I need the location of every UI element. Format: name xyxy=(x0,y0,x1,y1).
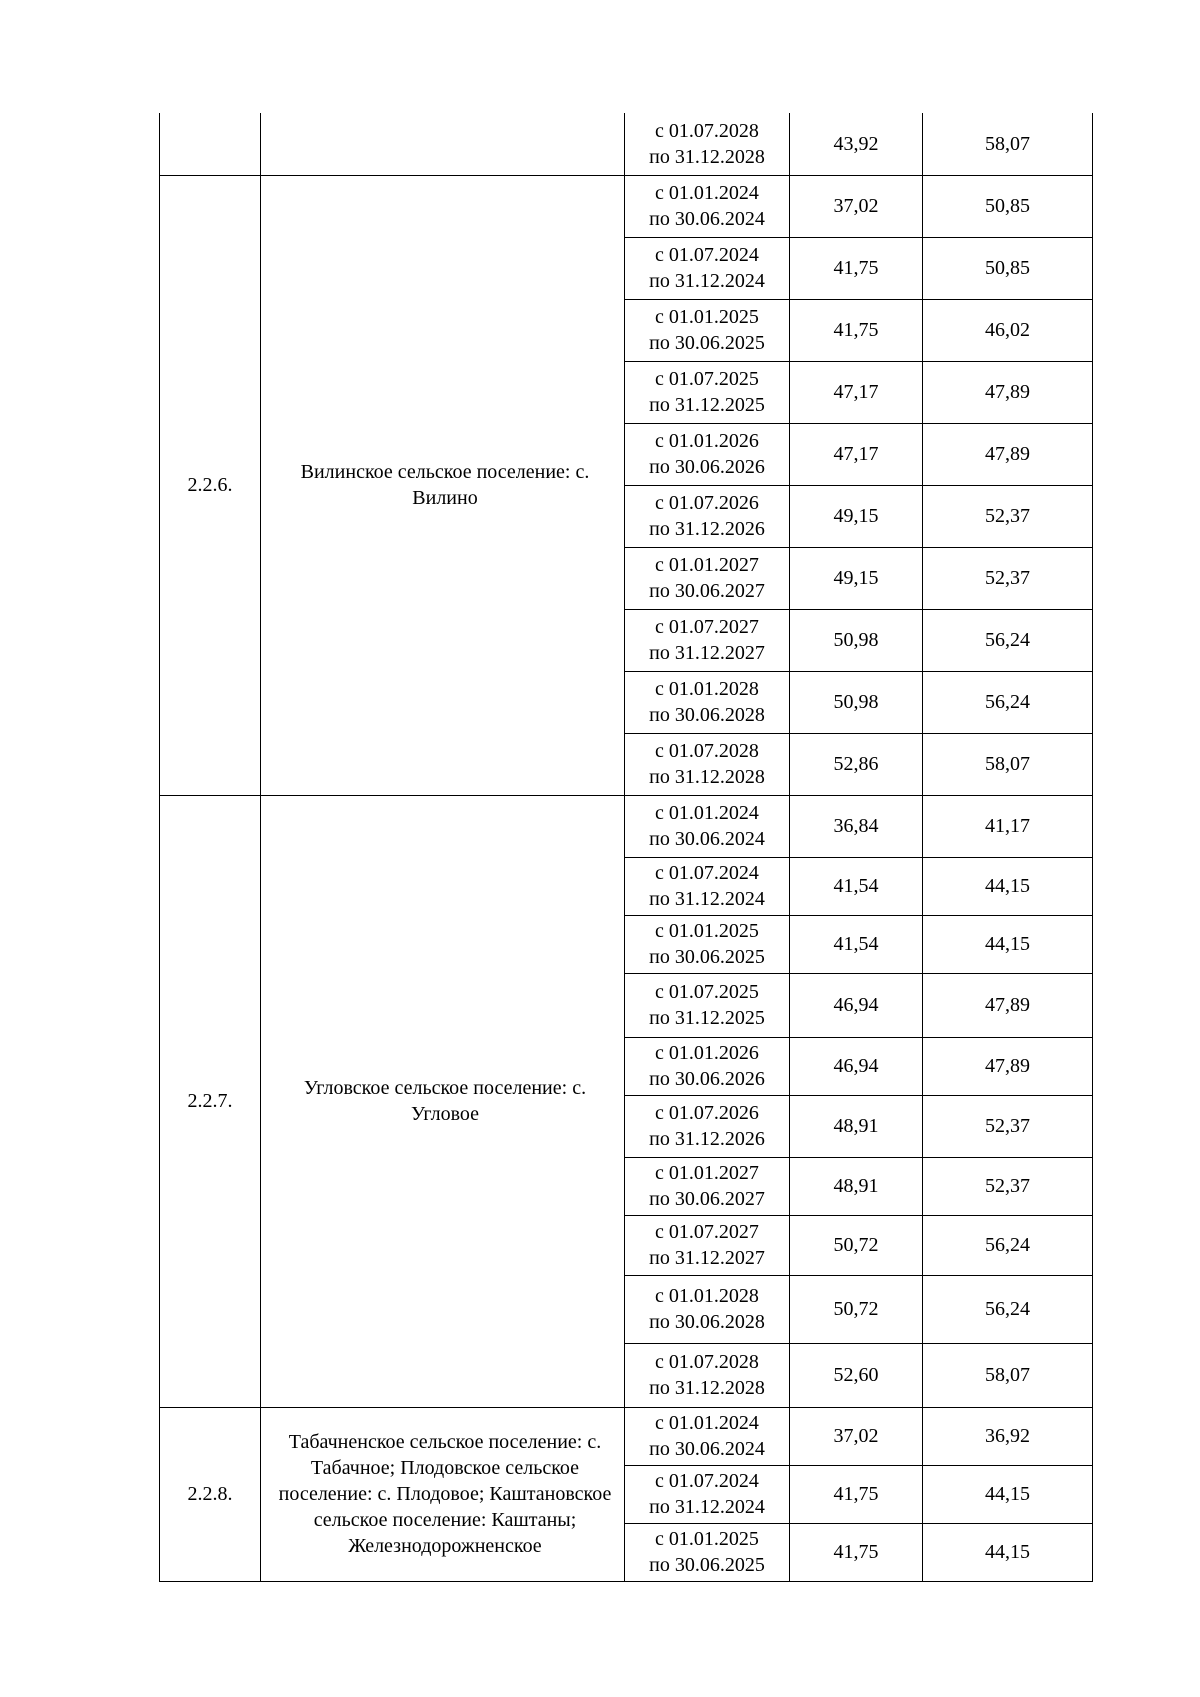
period-end: по 31.12.2028 xyxy=(649,766,765,788)
period-end: по 31.12.2025 xyxy=(649,1007,765,1029)
tariff-value-2: 44,15 xyxy=(923,857,1093,915)
period-start: с 01.07.2028 xyxy=(655,119,759,142)
tariff-value-1: 50,72 xyxy=(790,1215,923,1275)
period-end: по 31.12.2024 xyxy=(649,888,765,910)
period-cell xyxy=(625,1523,790,1581)
period-end: по 30.06.2028 xyxy=(649,1311,765,1333)
tariff-value-2: 44,15 xyxy=(923,915,1093,973)
period-cell xyxy=(625,915,790,973)
period-cell xyxy=(625,609,790,671)
tariff-value-2: 56,24 xyxy=(923,609,1093,671)
tariff-value-1: 36,84 xyxy=(790,795,923,857)
period-cell xyxy=(625,1275,790,1343)
tariff-value-1: 52,86 xyxy=(790,733,923,795)
tariff-value-1: 49,15 xyxy=(790,485,923,547)
tariff-value-1: 43,92 xyxy=(790,113,923,175)
period-end: по 30.06.2028 xyxy=(649,704,765,726)
item-number-cell: 2.2.6. xyxy=(160,175,261,795)
period-start: с 01.01.2024 xyxy=(655,802,759,824)
tariff-value-2: 52,37 xyxy=(923,485,1093,547)
period-end: по 30.06.2024 xyxy=(649,1438,765,1460)
period-end: по 30.06.2024 xyxy=(649,208,765,230)
tariff-value-2: 52,37 xyxy=(923,547,1093,609)
tariff-value-2: 52,37 xyxy=(923,1157,1093,1215)
period-start: с 01.01.2024 xyxy=(655,1412,759,1434)
tariff-value-1: 47,17 xyxy=(790,423,923,485)
tariff-value-1: 50,72 xyxy=(790,1275,923,1343)
period-cell xyxy=(625,671,790,733)
period-cell xyxy=(625,1095,790,1157)
period-start: с 01.01.2027 xyxy=(655,1162,759,1184)
tariff-value-1: 41,75 xyxy=(790,237,923,299)
period-end: по 31.12.2024 xyxy=(649,1496,765,1518)
period-end: по 30.06.2026 xyxy=(649,456,765,478)
period-start: с 01.01.2025 xyxy=(655,920,759,942)
tariff-value-1: 41,54 xyxy=(790,857,923,915)
period-end: по 30.06.2027 xyxy=(649,1188,765,1210)
period-start: с 01.07.2024 xyxy=(655,862,759,884)
table-row xyxy=(160,1407,1093,1465)
period-start: с 01.07.2026 xyxy=(655,492,759,514)
tariff-value-2: 58,07 xyxy=(923,113,1093,175)
tariff-value-2: 56,24 xyxy=(923,671,1093,733)
tariff-value-1: 48,91 xyxy=(790,1157,923,1215)
period-start: с 01.01.2025 xyxy=(655,306,759,328)
period-end: по 31.12.2027 xyxy=(649,1247,765,1269)
period-start: с 01.07.2028 xyxy=(655,1351,759,1373)
period-end: по 31.12.2027 xyxy=(649,642,765,664)
period-start: с 01.07.2025 xyxy=(655,368,759,390)
tariff-value-1: 37,02 xyxy=(790,1407,923,1465)
period-start: с 01.01.2025 xyxy=(655,1528,759,1550)
tariff-value-2: 56,24 xyxy=(923,1275,1093,1343)
period-start: с 01.07.2026 xyxy=(655,1102,759,1124)
period-cell xyxy=(625,857,790,915)
period-cell xyxy=(625,237,790,299)
period-end: по 31.12.2025 xyxy=(649,394,765,416)
item-number-cell xyxy=(160,113,261,175)
tariff-value-2: 58,07 xyxy=(923,1343,1093,1407)
tariff-value-2: 36,92 xyxy=(923,1407,1093,1465)
tariff-table-body xyxy=(160,113,1093,1581)
settlement-name-cell: Вилинское сельское поселение: с. Вилино xyxy=(261,175,625,795)
period-start: с 01.07.2027 xyxy=(655,1221,759,1243)
settlement-name-cell: Табачненское сельское поселение: с. Табачное; Плодовское сельское поселение: с. Плодовое; Каштановское сельское поселение: Каштаны; Железнодорожненское xyxy=(261,1407,625,1581)
tariff-value-1: 37,02 xyxy=(790,175,923,237)
period-cell xyxy=(625,1343,790,1407)
period-start: с 01.01.2024 xyxy=(655,182,759,204)
period-cell xyxy=(625,1157,790,1215)
period-cell xyxy=(625,795,790,857)
period-end: по 31.12.2028 xyxy=(649,1377,765,1399)
item-number-cell: 2.2.8. xyxy=(160,1407,261,1581)
period-end: по 31.12.2026 xyxy=(649,1128,765,1150)
tariff-value-2: 47,89 xyxy=(923,1037,1093,1095)
tariff-value-2: 41,17 xyxy=(923,795,1093,857)
tariff-value-1: 47,17 xyxy=(790,361,923,423)
period-end: по 31.12.2024 xyxy=(649,270,765,292)
tariff-value-1: 49,15 xyxy=(790,547,923,609)
tariff-value-2: 47,89 xyxy=(923,973,1093,1037)
period-end: по 31.12.2028 xyxy=(649,145,765,168)
tariff-value-1: 41,75 xyxy=(790,1465,923,1523)
period-cell xyxy=(625,423,790,485)
tariff-value-2: 50,85 xyxy=(923,175,1093,237)
tariff-value-2: 47,89 xyxy=(923,361,1093,423)
period-cell xyxy=(625,485,790,547)
tariff-value-1: 46,94 xyxy=(790,1037,923,1095)
period-end: по 30.06.2027 xyxy=(649,580,765,602)
tariff-value-1: 41,54 xyxy=(790,915,923,973)
period-cell xyxy=(625,361,790,423)
tariff-value-1: 52,60 xyxy=(790,1343,923,1407)
period-cell xyxy=(625,1407,790,1465)
tariff-value-1: 46,94 xyxy=(790,973,923,1037)
period-cell xyxy=(625,175,790,237)
tariff-value-2: 46,02 xyxy=(923,299,1093,361)
tariff-value-2: 56,24 xyxy=(923,1215,1093,1275)
period-cell xyxy=(625,1037,790,1095)
period-end: по 30.06.2025 xyxy=(649,946,765,968)
period-cell xyxy=(625,1465,790,1523)
period-start: с 01.01.2026 xyxy=(655,430,759,452)
period-cell xyxy=(625,973,790,1037)
settlement-name-cell xyxy=(261,113,625,175)
period-start: с 01.07.2025 xyxy=(655,981,759,1003)
tariff-value-2: 44,15 xyxy=(923,1465,1093,1523)
tariff-value-1: 41,75 xyxy=(790,1523,923,1581)
period-start: с 01.01.2027 xyxy=(655,554,759,576)
period-end: по 30.06.2025 xyxy=(649,332,765,354)
tariff-value-1: 48,91 xyxy=(790,1095,923,1157)
tariff-value-1: 50,98 xyxy=(790,671,923,733)
tariff-value-2: 44,15 xyxy=(923,1523,1093,1581)
period-start: с 01.07.2028 xyxy=(655,740,759,762)
item-number-cell: 2.2.7. xyxy=(160,795,261,1407)
tariff-value-1: 41,75 xyxy=(790,299,923,361)
tariff-value-2: 50,85 xyxy=(923,237,1093,299)
period-cell xyxy=(625,299,790,361)
tariff-value-2: 52,37 xyxy=(923,1095,1093,1157)
tariff-value-2: 58,07 xyxy=(923,733,1093,795)
period-cell xyxy=(625,547,790,609)
period-cell xyxy=(625,113,790,175)
table-row xyxy=(160,795,1093,857)
tariff-table xyxy=(159,113,1093,1582)
period-cell xyxy=(625,733,790,795)
period-start: с 01.01.2028 xyxy=(655,1285,759,1307)
period-start: с 01.07.2024 xyxy=(655,244,759,266)
period-end: по 30.06.2026 xyxy=(649,1068,765,1090)
period-end: по 30.06.2025 xyxy=(649,1554,765,1576)
period-start: с 01.01.2028 xyxy=(655,678,759,700)
settlement-name-cell: Угловское сельское поселение: с. Угловое xyxy=(261,795,625,1407)
table-row xyxy=(160,113,1093,175)
period-end: по 30.06.2024 xyxy=(649,828,765,850)
period-end: по 31.12.2026 xyxy=(649,518,765,540)
period-start: с 01.07.2024 xyxy=(655,1470,759,1492)
tariff-value-1: 50,98 xyxy=(790,609,923,671)
tariff-value-2: 47,89 xyxy=(923,423,1093,485)
period-start: с 01.01.2026 xyxy=(655,1042,759,1064)
period-cell xyxy=(625,1215,790,1275)
table-row xyxy=(160,175,1093,237)
period-start: с 01.07.2027 xyxy=(655,616,759,638)
